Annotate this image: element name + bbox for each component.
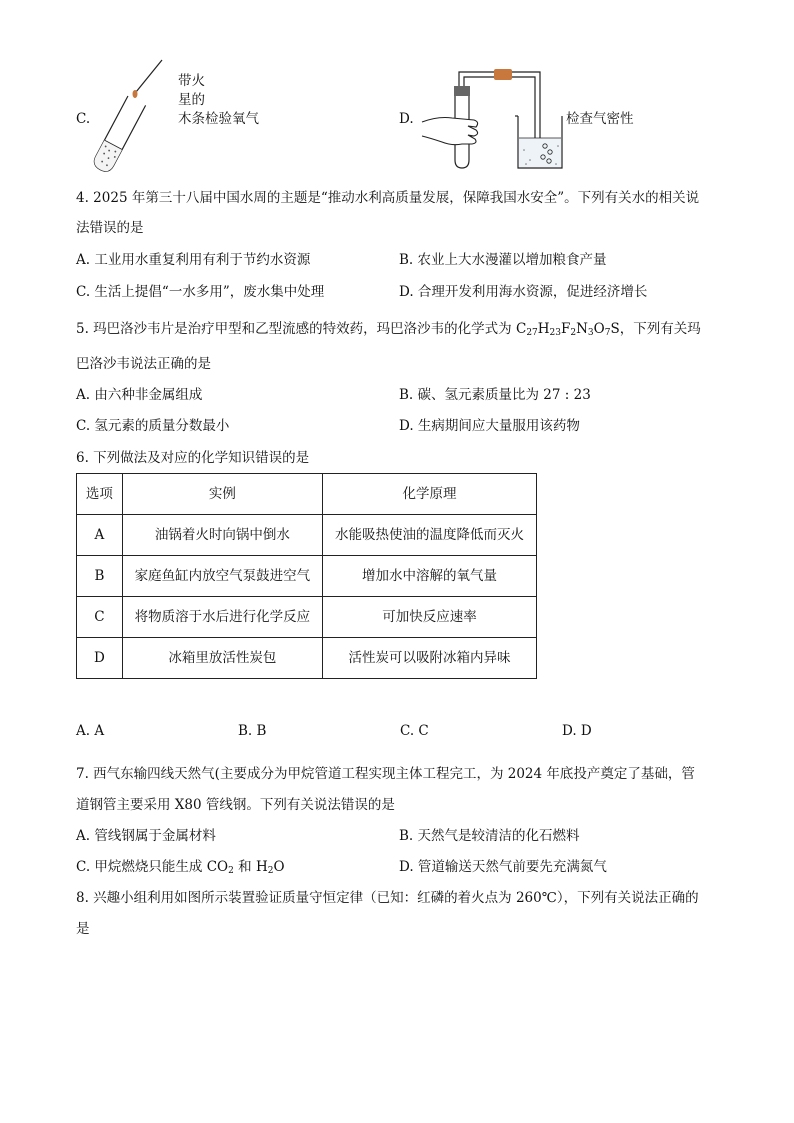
table-cell: 增加水中溶解的氧气量 bbox=[322, 556, 536, 597]
q6-answer-d: D. D bbox=[562, 723, 592, 739]
q6-stem: 6. 下列做法及对应的化学知识错误的是 bbox=[76, 450, 310, 466]
q5-stem-suffix: ，下列有关玛 bbox=[619, 321, 701, 337]
table-cell: 可加快反应速率 bbox=[322, 597, 536, 638]
table-cell: 将物质溶于水后进行化学反应 bbox=[122, 597, 322, 638]
q4-option-b: B. 农业上大水漫灌以增加粮食产量 bbox=[399, 252, 607, 268]
option-d-label: 检查气密性 bbox=[566, 111, 634, 127]
table-row bbox=[77, 638, 537, 679]
table-row bbox=[77, 597, 537, 638]
airtightness-check-figure bbox=[418, 60, 568, 175]
option-c-label-line1: 带火 bbox=[178, 73, 205, 89]
q7-option-d: D. 管道输送天然气前要先充满氮气 bbox=[399, 859, 607, 875]
ember-icon bbox=[133, 90, 138, 98]
table-cell: D bbox=[77, 638, 123, 679]
hand-icon bbox=[422, 118, 478, 145]
table-header: 实例 bbox=[122, 474, 322, 515]
stopper bbox=[454, 86, 470, 96]
rubber-connector bbox=[494, 69, 512, 80]
q5-formula: $C_{27}H_{23}F_2N_3O_7S$ bbox=[515, 321, 620, 338]
wooden-splint bbox=[136, 60, 162, 92]
table-cell: 油锅着火时向锅中倒水 bbox=[122, 515, 322, 556]
q6-answer-c: C. C bbox=[400, 723, 429, 739]
q6-answer-b: B. B bbox=[238, 723, 267, 739]
option-c-label-line3: 木条检验氧气 bbox=[178, 111, 259, 127]
q5-option-b: B. 碳、氢元素质量比为 27 : 23 bbox=[399, 387, 591, 403]
table-cell: C bbox=[77, 597, 123, 638]
q4-stem-line2: 法错误的是 bbox=[76, 220, 144, 236]
table-header: 化学原理 bbox=[322, 474, 536, 515]
q7-stem-line2: 道钢管主要采用 X80 管线钢。下列有关说法错误的是 bbox=[76, 797, 395, 813]
q4-option-c: C. 生活上提倡“一水多用”，废水集中处理 bbox=[76, 284, 325, 300]
q4-option-d: D. 合理开发利用海水资源，促进经济增长 bbox=[399, 284, 648, 300]
table-row bbox=[77, 556, 537, 597]
q7-option-a: A. 管线钢属于金属材料 bbox=[76, 828, 216, 844]
table-header-row bbox=[77, 474, 537, 515]
option-c-letter: C. bbox=[76, 111, 91, 127]
option-d-letter: D. bbox=[399, 111, 414, 127]
table-row bbox=[77, 515, 537, 556]
table-cell: 家庭鱼缸内放空气泵鼓进空气 bbox=[122, 556, 322, 597]
q5-option-d: D. 生病期间应大量服用该药物 bbox=[399, 418, 580, 434]
q5-option-c: C. 氢元素的质量分数最小 bbox=[76, 418, 230, 434]
table-cell: 冰箱里放活性炭包 bbox=[122, 638, 322, 679]
q8-stem-line1: 8. 兴趣小组利用如图所示装置验证质量守恒定律（已知：红磷的着火点为 260℃），下列有关说法正确的 bbox=[76, 890, 699, 906]
q7-option-b: B. 天然气是较清洁的化石燃料 bbox=[399, 828, 580, 844]
q8-stem-line2: 是 bbox=[76, 921, 90, 937]
q4-stem-line1: 4. 2025 年第三十八届中国水周的主题是“推动水利高质量发展，保障我国水安全”。下列有关水的相关说 bbox=[76, 190, 700, 206]
chemistry-table bbox=[76, 473, 537, 679]
q5-stem-prefix: 5. 玛巴洛沙韦片是治疗甲型和乙型流感的特效药，玛巴洛沙韦的化学式为 bbox=[76, 321, 516, 337]
q5-stem-line2: 巴洛沙韦说法正确的是 bbox=[76, 356, 211, 372]
q7-stem-line1: 7. 西气东输四线天然气(主要成分为甲烷管道工程实现主体工程完工，为 2024 年底投产奠定了基础，管 bbox=[76, 766, 695, 782]
table-header: 选项 bbox=[77, 474, 123, 515]
option-c-label-line2: 星的 bbox=[178, 92, 205, 108]
table-cell: 活性炭可以吸附冰箱内异味 bbox=[322, 638, 536, 679]
table-cell: B bbox=[77, 556, 123, 597]
q7-option-c: C. 甲烷燃烧只能生成 $CO_2$ 和 $H_2O$ bbox=[76, 859, 285, 876]
q5-option-a: A. 由六种非金属组成 bbox=[76, 387, 203, 403]
q4-option-a: A. 工业用水重复利用有利于节约水资源 bbox=[76, 252, 311, 268]
table-cell: A bbox=[77, 515, 123, 556]
q5-stem-line1 bbox=[76, 320, 701, 342]
table-cell: 水能吸热使油的温度降低而灭火 bbox=[322, 515, 536, 556]
q6-answer-a: A. A bbox=[76, 723, 105, 739]
test-tube-splint-figure bbox=[92, 56, 172, 180]
